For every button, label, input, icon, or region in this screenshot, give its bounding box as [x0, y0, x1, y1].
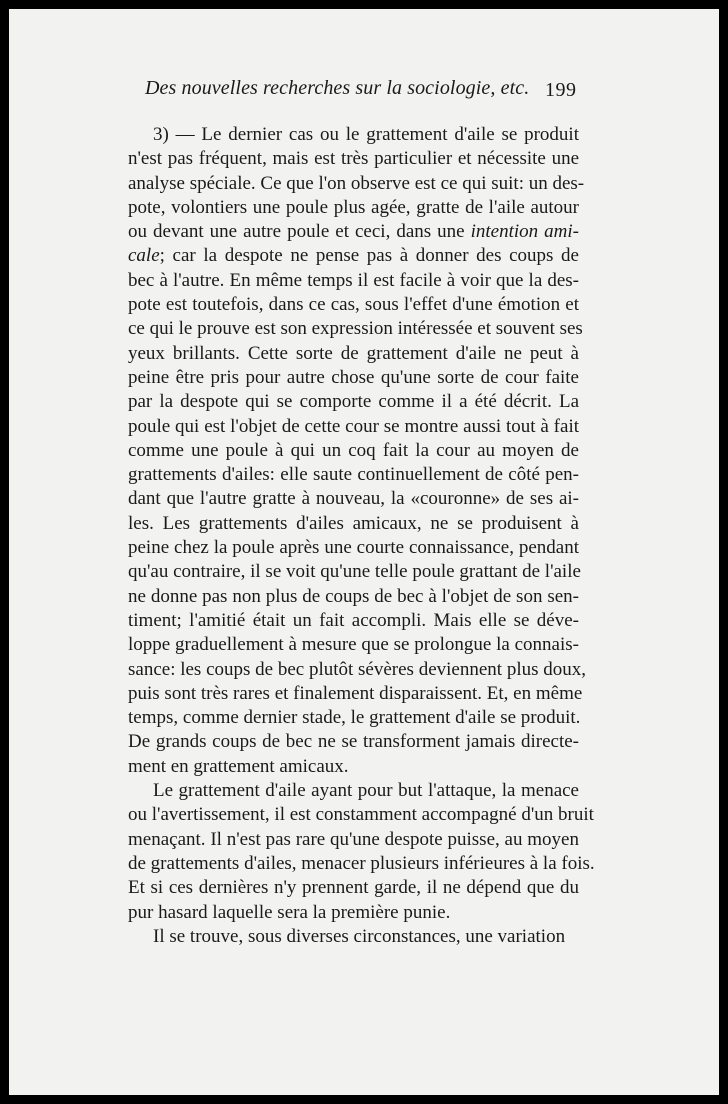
text-line: menaçant. Il n'est pas rare qu'une despote puisse, au moyen	[128, 828, 579, 850]
running-title: Des nouvelles recherches sur la sociologie, etc.	[145, 77, 530, 99]
text-line: bec à l'autre. En même temps il est facile à voir que la des-	[128, 269, 579, 291]
text-line: par la despote qui se comporte comme il a été décrit. La	[128, 391, 579, 413]
text-line: les. Les grattements d'ailes amicaux, ne se produisent à	[128, 512, 579, 534]
text-line: grattements d'ailes: elle saute continuellement de côté pen-	[128, 464, 579, 486]
text-line: dant que l'autre gratte à nouveau, la «couronne» de ses ai-	[128, 488, 579, 510]
text-line: cale; car la despote ne pense pas à donner des coups de	[128, 245, 579, 267]
text-line: sance: les coups de bec plutôt sévères deviennent plus doux,	[128, 658, 586, 680]
page-number: 199	[545, 79, 577, 101]
text-line: comme une poule à qui un coq fait la cour au moyen de	[128, 439, 579, 461]
text-line: ce qui le prouve est son expression intéressée et souvent ses	[128, 318, 583, 340]
book-page	[9, 9, 719, 1095]
text-line: pote, volontiers une poule plus agée, gratte de l'aile autour	[128, 196, 579, 218]
text-line: Il se trouve, sous diverses circonstances, une variation	[153, 925, 566, 947]
text-line: n'est pas fréquent, mais est très particulier et nécessite une	[128, 148, 579, 170]
text-line: analyse spéciale. Ce que l'on observe est ce qui suit: un des-	[128, 172, 585, 194]
paragraph	[104, 925, 579, 949]
text-line: 3) — Le dernier cas ou le grattement d'aile se produit	[153, 124, 579, 145]
text-line: peine chez la poule après une courte connaissance, pendant	[128, 537, 579, 559]
text-line: temps, comme dernier stade, le grattement d'aile se produit.	[128, 707, 581, 729]
paragraph	[104, 779, 595, 925]
text-line: qu'au contraire, il se voit qu'une telle poule grattant de l'aile	[128, 561, 581, 583]
text-line: poule qui est l'objet de cette cour se montre aussi tout à fait	[128, 415, 579, 437]
text-line: Et si ces dernières n'y prennent garde, il ne dépend que du	[128, 877, 579, 899]
text-line: Le grattement d'aile ayant pour but l'attaque, la menace	[153, 780, 579, 802]
body-text	[104, 123, 595, 949]
text-line: pur hasard laquelle sera la première punie.	[128, 901, 451, 923]
paragraph	[104, 123, 586, 779]
text-line: timent; l'amitié était un fait accompli. Mais elle se déve-	[128, 609, 579, 631]
text-line: ment en grattement amicaux.	[128, 755, 349, 777]
text-line: ou devant une autre poule et ceci, dans une intention ami-	[128, 221, 579, 243]
text-line: de grattements d'ailes, menacer plusieurs inférieures à la fois.	[128, 852, 595, 874]
text-line: puis sont très rares et finalement disparaissent. Et, en même	[128, 682, 583, 704]
page-header	[9, 77, 719, 107]
emphasis: intention ami-	[470, 221, 579, 243]
emphasis: cale	[128, 245, 160, 267]
text-line: ne donne pas non plus de coups de bec à l'objet de son sen-	[128, 585, 579, 607]
text-line: pote est toutefois, dans ce cas, sous l'effet d'une émotion et	[128, 294, 579, 316]
text-line: peine être pris pour autre chose qu'une sorte de cour faite	[128, 366, 579, 388]
text-line: De grands coups de bec ne se transforment jamais directe-	[128, 731, 579, 753]
text-line: loppe graduellement à mesure que se prolongue la connais-	[128, 634, 579, 656]
text-line: yeux brillants. Cette sorte de grattement d'aile ne peut à	[128, 342, 579, 364]
text-line: ou l'avertissement, il est constamment accompagné d'un bruit	[128, 804, 594, 826]
